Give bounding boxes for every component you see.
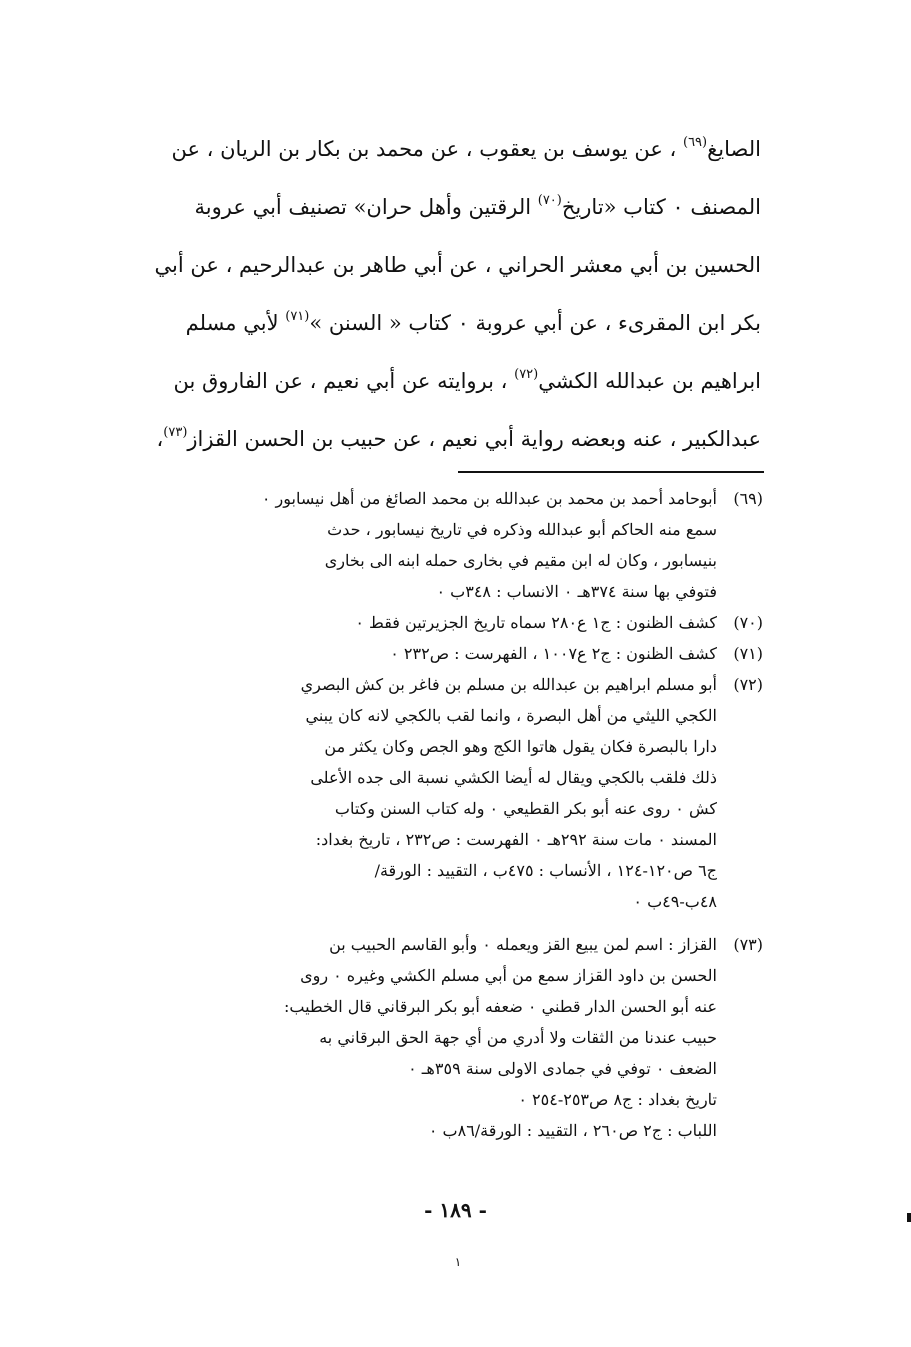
footnote-number: (٦٩): [733, 489, 763, 508]
footnote-line: سمع منه الحاكم أبو عبدالله وذكره في تاريخ نيسابور ، حدث: [327, 520, 717, 539]
main-text-line: [122, 120, 761, 178]
footnote-line: عنه أبو الحسن الدار قطني ٠ ضعفه أبو بكر البرقاني قال الخطيب:: [284, 997, 717, 1016]
footnote-text: [118, 483, 717, 607]
line-text: ابراهيم بن عبدالله الكشي: [538, 369, 761, 393]
footnote-separator: [458, 471, 764, 473]
footnote-line: الضعف ٠ توفي في جمادى الاولى سنة ٣٥٩هـ ٠: [408, 1059, 717, 1078]
footnote-line: تاريخ بغداد : ج٨ ص٢٥٣-٢٥٤ ٠: [518, 1090, 717, 1109]
footnote-ref: (٧٢): [514, 367, 539, 382]
main-text-line: [122, 236, 761, 294]
footnote-line: الكجي الليثي من أهل البصرة ، وانما لقب بالكجي لانه كان يبني: [305, 706, 717, 725]
scan-speck: [907, 1213, 911, 1222]
main-text-line: [122, 178, 761, 236]
footnote-line: حبيب عندنا من الثقات ولا أدري من أي جهة الحق البرقاني به: [319, 1028, 717, 1047]
footnote-line: ذلك فلقب بالكجي ويقال له أيضا الكشي نسبة الى جده الأعلى: [310, 768, 717, 787]
footnote: [118, 669, 763, 917]
footnote: [118, 638, 763, 669]
main-text-block: [122, 120, 761, 468]
footnote-gap: [118, 917, 763, 929]
main-text-line: [122, 410, 761, 468]
footnote-number: (٧٠): [733, 613, 763, 632]
line-text: المصنف ٠ كتاب «تاريخ: [561, 195, 761, 219]
footnote-ref: (٧٣): [163, 425, 188, 440]
line-text: الرقتين وأهل حران» تصنيف أبي عروبة: [194, 195, 538, 219]
footnote-number: (٧١): [733, 644, 763, 663]
footnote-ref: (٦٩): [683, 135, 708, 150]
line-text: عبدالكبير ، عنه وبعضه رواية أبي نعيم ، عن حبيب بن الحسن القزاز: [187, 427, 761, 451]
footnote-line: أبو مسلم ابراهيم بن عبدالله بن مسلم بن فاغر بن كش البصري: [300, 675, 717, 694]
footnote: [118, 483, 763, 607]
footnote-line: بنيسابور ، وكان له ابن مقيم في بخارى حمله ابنه الى بخارى: [324, 551, 717, 570]
footnote: [118, 607, 763, 638]
line-text: ،: [156, 427, 164, 451]
footnote-line: كشف الظنون : ج١ ع٢٨٠ سماه تاريخ الجزيرتين فقط ٠: [355, 613, 717, 632]
footnote-number: (٧٢): [733, 675, 763, 694]
footnote-line: كشف الظنون : ج٢ ع١٠٠٧ ، الفهرست : ص٢٣٢ ٠: [390, 644, 717, 663]
footnote-number: (٧٣): [733, 935, 763, 954]
footnote-ref: (٧٠): [537, 193, 562, 208]
footnote-text: [118, 607, 717, 638]
line-text: لأبي مسلم: [185, 311, 286, 335]
footnote-ref: (٧١): [285, 309, 310, 324]
footnote-text: [118, 638, 717, 669]
footnote-line: القزاز : اسم لمن يبيع القز ويعمله ٠ وأبو القاسم الحبيب بن: [329, 935, 717, 954]
footnotes-block: [118, 483, 763, 1146]
footnote-line: أبوحامد أحمد بن محمد بن عبدالله بن محمد الصائغ من أهل نيسابور ٠: [261, 489, 717, 508]
footnote-line: فتوفي بها سنة ٣٧٤هـ ٠ الانساب : ٣٤٨ب ٠: [436, 582, 717, 601]
footnote-line: دارا بالبصرة فكان يقول هاتوا الكج وهو الجص وكان يكثر من: [324, 737, 717, 756]
footnote-text: [118, 929, 717, 1146]
footnote-line: ج٦ ص١٢٠-١٢٤ ، الأنساب : ٤٧٥ب ، التقييد : الورقة/: [374, 861, 717, 880]
footnote: [118, 929, 763, 1146]
line-text: الصايغ: [707, 137, 761, 161]
footnote-line: ٤٨ب-٤٩ب ٠: [633, 892, 717, 911]
line-text: الحسين بن أبي معشر الحراني ، عن أبي طاهر بن عبدالرحيم ، عن أبي: [154, 253, 761, 277]
main-text-line: [122, 352, 761, 410]
footnote-line: المسند ٠ مات سنة ٢٩٢هـ ٠ الفهرست : ص٢٣٢ ، تاريخ بغداد:: [315, 830, 717, 849]
footnote-text: [118, 669, 717, 917]
page-number: - ١٨٩ -: [424, 1198, 487, 1222]
signature-mark: ١: [454, 1255, 462, 1269]
line-text: بكر ابن المقرىء ، عن أبي عروبة ٠ كتاب « السنن »: [309, 311, 761, 335]
main-text-line: [122, 294, 761, 352]
footnote-line: الحسن بن داود القزاز سمع من أبي مسلم الكشي وغيره ٠ روى: [300, 966, 717, 985]
footnote-line: كش ٠ روى عنه أبو بكر القطيعي ٠ وله كتاب السنن وكتاب: [334, 799, 717, 818]
footnote-line: اللباب : ج٢ ص٢٦٠ ، التقييد : الورقة/٨٦ب ٠: [428, 1121, 717, 1140]
line-text: ، بروايته عن أبي نعيم ، عن الفاروق بن: [173, 369, 515, 393]
line-text: ، عن يوسف بن يعقوب ، عن محمد بن بكار بن الريان ، عن: [171, 137, 683, 161]
